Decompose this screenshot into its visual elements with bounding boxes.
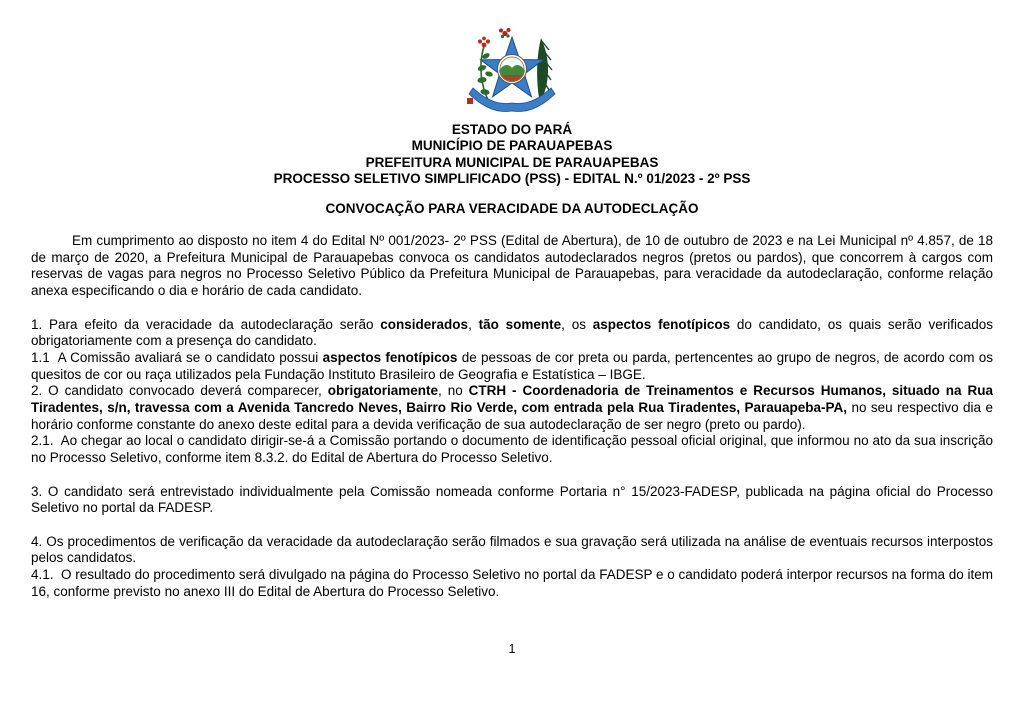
text-run: 4. Os procedimentos de verificação da veracidade da autodeclaração serão filmados e sua gravação será utilizada na análise de eventuais recursos interpostos pelos candidatos. — [31, 533, 993, 566]
text-run: 2.1. Ao chegar ao local o candidato dirigir-se-á a Comissão portando o documento de identificação pessoal oficial original, que informou no ato da sua inscrição no Processo Seletivo, conforme item 8.3.2. do Edital de Abertura do Processo Seletivo. — [31, 433, 993, 466]
text-run: , os — [561, 316, 593, 332]
page-title: CONVOCAÇÃO PARA VERACIDADE DA AUTODECLAÇÃO — [325, 201, 699, 216]
header-line-edital: PROCESSO SELETIVO SIMPLIFICADO (PSS) - EDITAL N.º 01/2023 - 2º PSS — [273, 170, 751, 186]
paragraph-item-2-1 — [31, 433, 993, 466]
text-run-bold: aspectos fenotípicos — [322, 349, 458, 365]
text-run: 1.1 A Comissão avaliará se o candidato possui — [31, 349, 323, 365]
para-coat-of-arms-icon — [453, 26, 571, 118]
text-run: do candidato, os quais serão verificados obrigatoriamente com a presença do candidato. — [31, 316, 993, 349]
text-run-bold: aspectos fenotípicos — [592, 316, 731, 332]
document-body — [31, 233, 993, 600]
paragraph-intro — [31, 233, 993, 300]
text-run: 2. O candidato convocado deverá comparecer, — [31, 383, 328, 399]
text-run-bold: considerados — [380, 316, 469, 332]
text-run: de pessoas de cor preta ou parda, pertencentes ao grupo de negros, de acordo com os quesitos de cor ou raça utilizados pela Fundação Instituto Brasileiro de Geografia e Estatística – IBGE. — [31, 349, 993, 382]
paragraph-item-4-1 — [31, 567, 993, 600]
text-run: 4.1. O resultado do procedimento será divulgado na página do Processo Seletivo no portal da FADESP e o candidato poderá interpor recursos na forma do item 16, conforme previsto no anexo III do Edital de Abertura do Processo Seletivo. — [31, 567, 993, 599]
top-flower — [499, 28, 511, 38]
header-line-state: ESTADO DO PARÁ — [451, 122, 573, 137]
paragraph-item-1 — [31, 317, 993, 350]
text-run: 3. O candidato será entrevistado individualmente pela Comissão nomeada conforme Portaria n° 15/2023-FADESP, publicada na página oficial do Processo Seletivo no portal da FADESP. — [31, 483, 993, 516]
paragraph-item-1-1 — [31, 350, 993, 383]
central-disc — [497, 55, 527, 84]
paragraph-item-4 — [31, 534, 993, 567]
coat-of-arms-container — [0, 26, 1024, 118]
text-run-bold: obrigatoriamente — [327, 383, 439, 399]
header-line-prefecture: PREFEITURA MUNICIPAL DE PARAUAPEBAS — [365, 154, 659, 170]
text-run: , no — [438, 383, 469, 399]
document-header — [0, 122, 1024, 187]
text-run: no seu respectivo dia e horário conforme constante do anexo deste edital para a devida verificação de sua autodeclaração de ser negro (preto ou pardo). — [31, 400, 993, 432]
text-run: Em cumprimento ao disposto no item 4 do Edital Nº 001/2023- 2º PSS (Edital de Abertura), de 10 de outubro de 2023 e na Lei Municipal nº 4.857, de 18 de março de 2020, a Prefeitura Municipal de Parauapebas convoca os candidatos autodeclarados negros (pretos ou pardos), que concorrem à cargos com reservas de vagas para negros no Processo Seletivo Público da Prefeitura Municipal de Parauapebas, para veracidade da autodeclaração, conforme relação anexa especificando o dia e horário de cada candidato. — [31, 233, 993, 299]
header-line-municipality: MUNICÍPIO DE PARAUAPEBAS — [411, 138, 613, 154]
paragraph-item-2 — [31, 383, 993, 433]
text-run: 1. Para efeito da veracidade da autodeclaração serão — [31, 316, 381, 332]
text-run-bold: tão somente — [478, 316, 562, 332]
paragraph-item-3 — [31, 484, 993, 517]
page-number: 1 — [508, 642, 516, 656]
text-run-bold: CTRH - Coordenadoria de Treinamentos e Recursos Humanos, situado na Rua Tiradentes, s/n, travessa com a Avenida Tancredo Neves, Bairro Rio Verde, com entrada pela Rua Tiradentes, Parauapeba-PA, — [31, 383, 993, 416]
text-run: , — [468, 316, 479, 332]
